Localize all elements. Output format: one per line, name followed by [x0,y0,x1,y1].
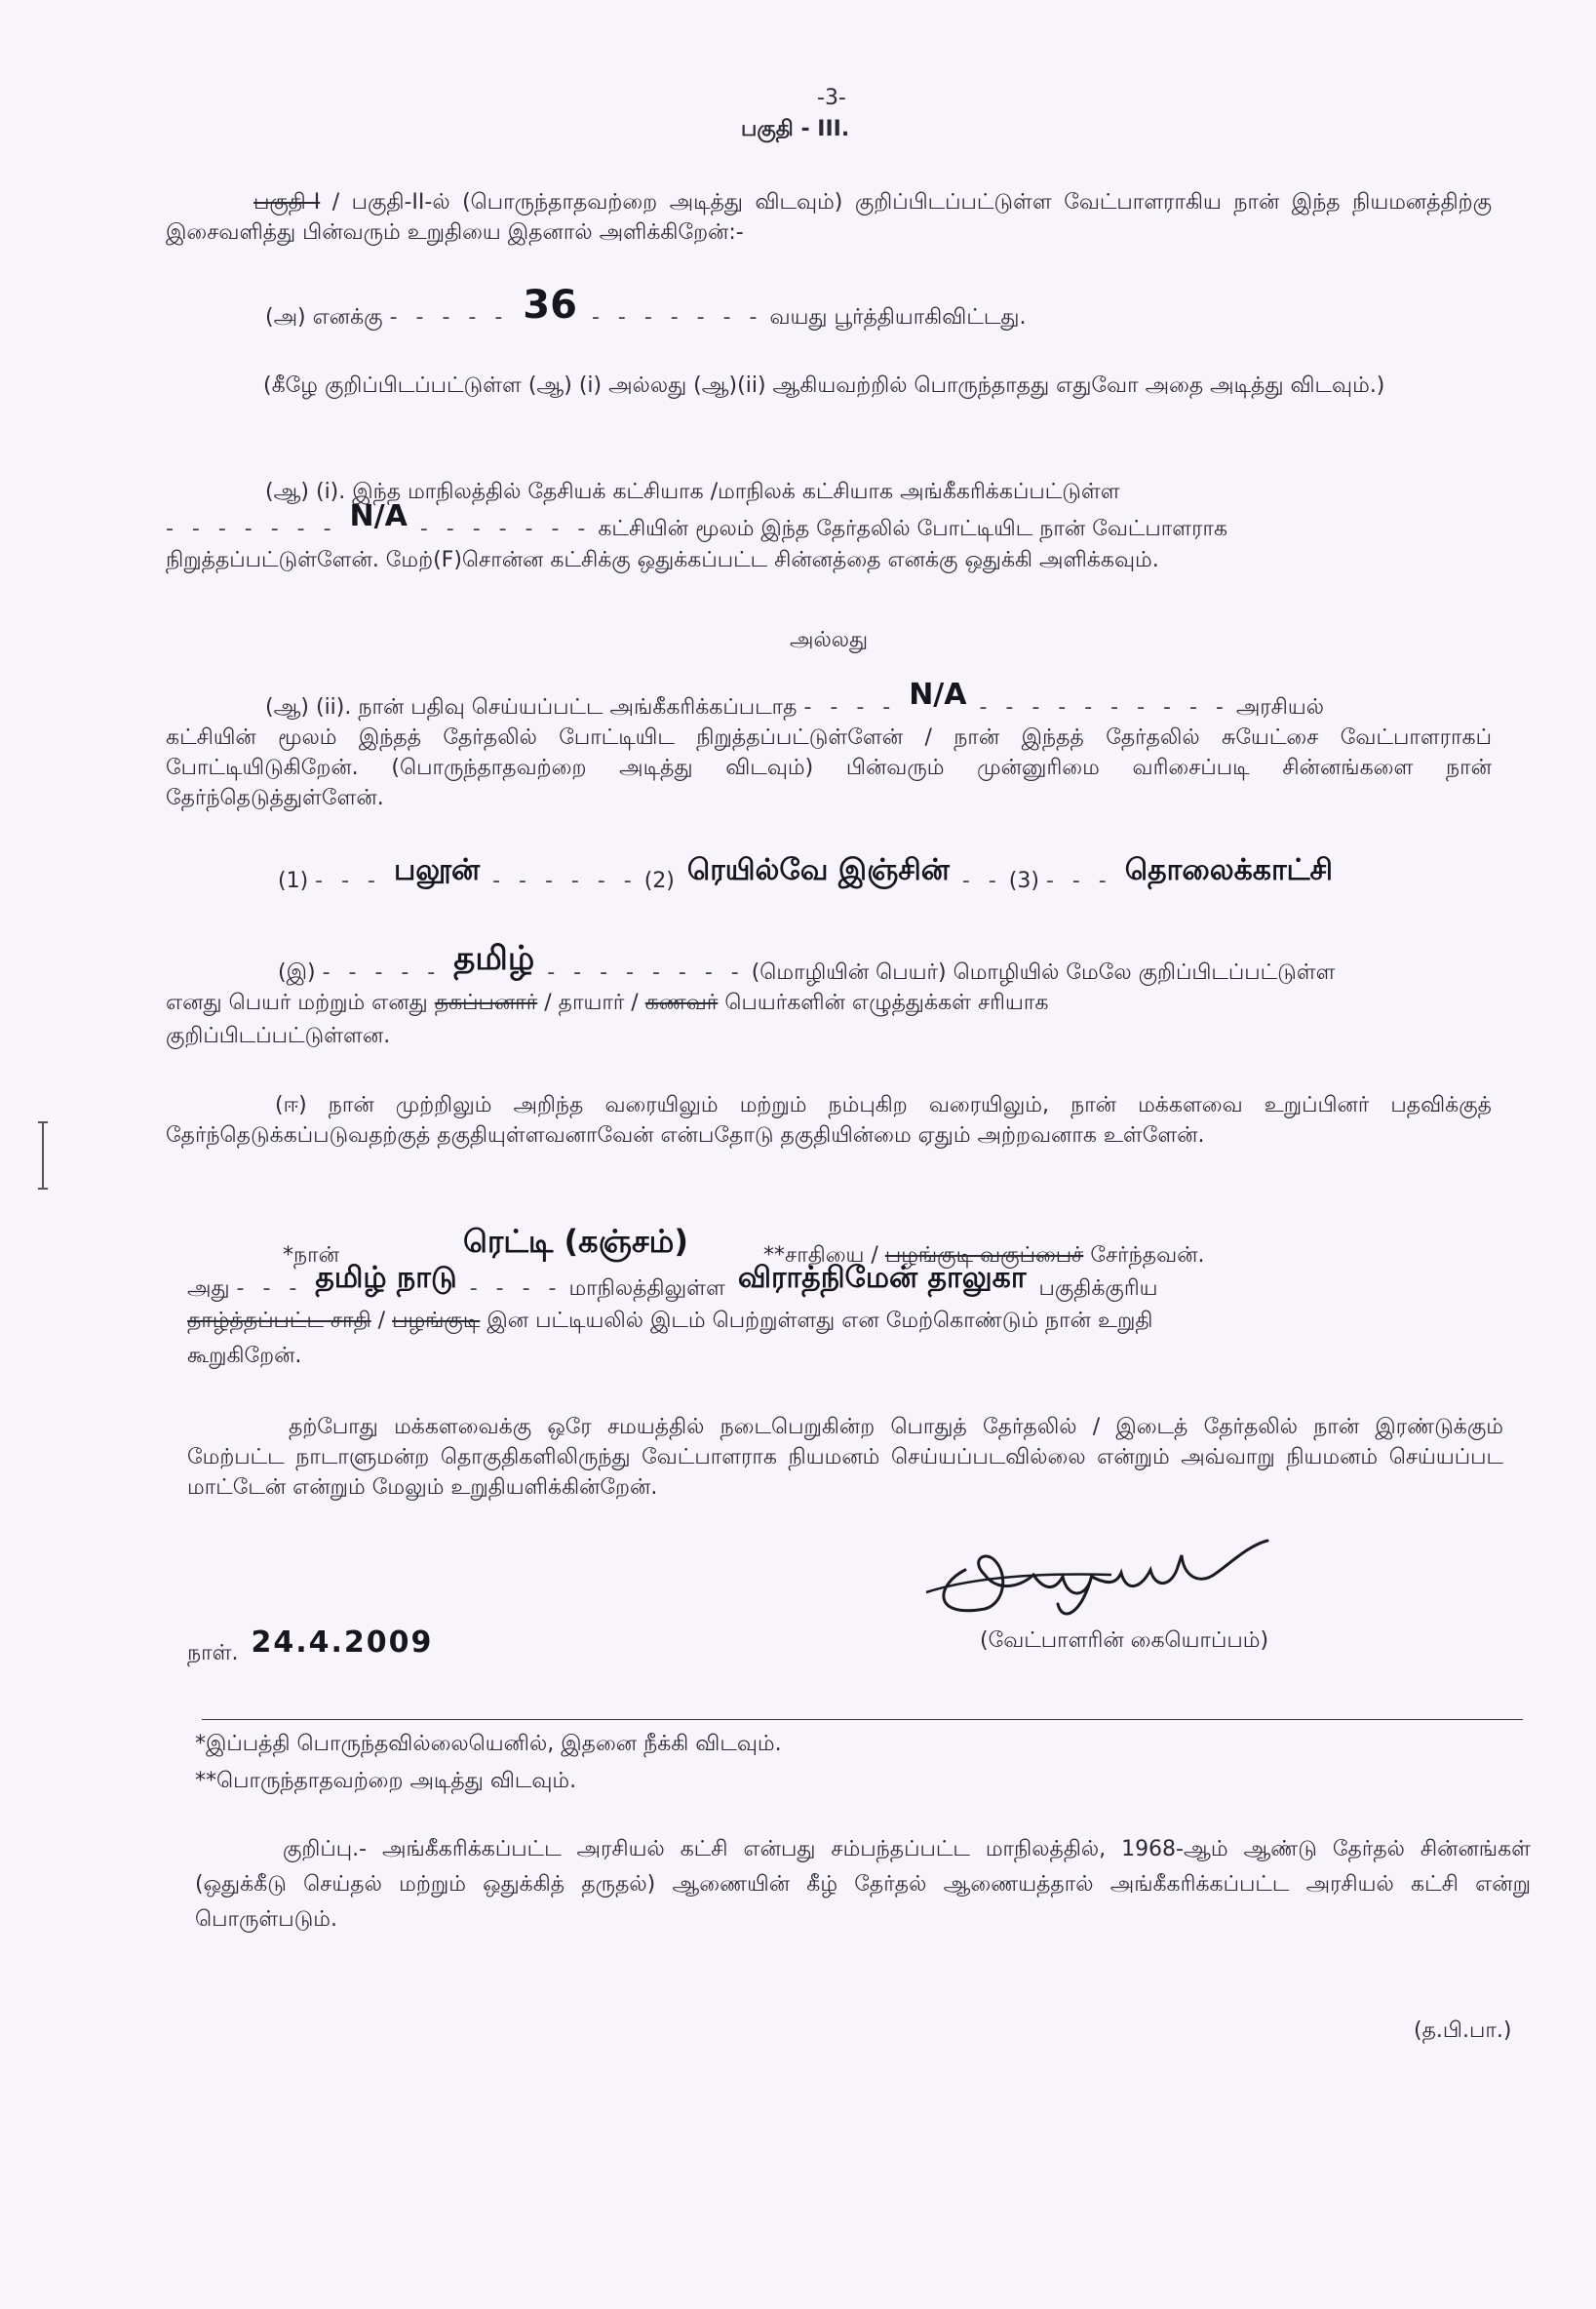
language-suffix: (மொழியின் பெயர்) மொழியில் மேலே குறிப்பிடப்பட்டுள்ள [751,960,1336,985]
state-value: தமிழ் நாடு [315,1261,457,1295]
or-label: அல்லது [790,628,869,652]
clause-a-ii-end: அரசியல் [1235,695,1324,720]
area-value: விராத்நிமேன் தாலுகா [737,1261,1027,1295]
caste-text-e: இன பட்டியலில் இடம் பெற்றுள்ளது என மேற்கொண்டும் நான் உறுதி [487,1309,1153,1333]
clause-a-i-line3: நிறுத்தப்பட்டுள்ளேன். மேற்(F)சொன்ன கட்சிக்கு ஒதுக்கப்பட்ட சின்னத்தை எனக்கு ஒதுக்கி அளிக்கவும். [166,548,1159,572]
symbols-line: (1) - - - பலூன் - - - - - - (2) ரெயில்வே இஞ்சின் - - (3) - - - தொலைக்காட்சி [278,853,1334,893]
date-label: நாள். [187,1641,239,1665]
strike-instruction: (கீழே குறிப்பிடப்பட்டுள்ள (ஆ) (i) அல்லது (ஆ)(ii) ஆகியவற்றில் பொருந்தாதது எதுவோ அதை அடித்து விடவும்.) [263,373,1385,398]
signature-label: (வேட்பாளரின் கையொப்பம்) [980,1628,1269,1653]
footnote-1: *இப்பத்தி பொருந்தவில்லையெனில், இதனை நீக்கி விடவும். [195,1732,782,1756]
date-value: 24.4.2009 [251,1625,434,1660]
language-line3: குறிப்பிடப்பட்டுள்ளன. [166,1024,391,1048]
struck-part-one: பகுதி-I [253,190,321,215]
language-prefix: (இ) [278,960,316,985]
language-text-a: எனது பெயர் மற்றும் எனது [166,991,428,1015]
symbol-1-label: (1) [278,869,309,893]
declaration: தற்போது மக்களவைக்கு ஒரே சமயத்தில் நடைபெறுகின்ற பொதுத் தேர்தலில் / இடைத் தேர்தலில் நான் இரண்டுக்கும் மேற்பட்ட நாடாளுமன்ற தொகுதிகளிலிருந்து வேட்பாளராக நியமனம் செய்யப்படவில்லை என்றும் அவ்வாறு நியமனம் செய்யப்பட மாட்டேன் என்றும் மேலும் உறுதியளிக்கின்றேன். [187,1415,1503,1500]
caste-line4: கூறுகிறேன். [187,1344,302,1368]
caste-prefix: *நான் [283,1243,339,1268]
page-number: -3- [817,86,846,110]
symbol-3-value: தொலைக்காட்சி [1124,853,1334,887]
intro-text: / பகுதி-II-ல் (பொருந்தாதவற்றை அடித்து விடவும்) குறிப்பிடப்பட்டுள்ள வேட்பாளராகிய நான் இந்த நியமனத்திற்கு இசைவளித்து பின்வரும் உறுதியை இதனால் அளிக்கிறேன்:- [166,190,1493,245]
unrecognised-party-value: N/A [909,678,967,712]
intro-paragraph [166,187,1492,248]
symbol-1-value: பலூன் [393,853,481,887]
struck-scheduled-caste: தாழ்த்தப்பட்ட சாதி [187,1309,371,1333]
party-value: N/A [349,499,408,533]
caste-text-a: அது [187,1276,230,1301]
symbol-3-label: (3) [1008,869,1039,893]
date-line [187,1625,434,1668]
caste-value: ரெட்டி (கஞ்சம்) [462,1223,689,1260]
age-suffix: வயது பூர்த்தியாகிவிட்டது. [769,305,1027,330]
language-value: தமிழ் [453,939,535,978]
clause-a-i-line2: - - - - - - - N/A - - - - - - - கட்சியின் மூலம் இந்த தேர்தலில் போட்டியிட நான் வேட்பாளராக [166,499,1228,541]
struck-father: தகப்பனார் [434,991,538,1015]
clause-a-ii-line1: (ஆ) (ii). நான் பதிவு செய்யப்பட்ட அங்கீகரிக்கப்படாத - - - - N/A - - - - - - - - - - அரசியல் [265,678,1324,720]
footnote-rule [202,1719,1523,1720]
symbol-2-value: ரெயில்வே இஞ்சின் [686,853,950,887]
caste-text-d: / [377,1309,386,1333]
struck-tribe-2: பழங்குடி [392,1309,481,1333]
caste-mid: **சாதியை / [763,1243,878,1268]
struck-husband: கணவர் [644,991,719,1015]
footnote-2: **பொருந்தாதவற்றை அடித்து விடவும். [195,1769,577,1793]
clause-e: (ஈ) நான் முற்றிலும் அறிந்த வரையிலும் மற்றும் நம்புகிற வரையிலும், நான் மக்களவை உறுப்பினர் பதவிக்குத் தேர்ந்தெடுக்கப்படுவதற்குத் தகுதியுள்ளவனாவேன் என்பதோடு தகுதியின்மை ஏதும் அற்றவனாக உள்ளேன். [166,1093,1492,1148]
language-text-c: பெயர்களின் எழுத்துக்கள் சரியாக [724,991,1049,1015]
age-value: 36 [523,283,577,328]
signature [916,1516,1326,1633]
caste-line2: அது - - - தமிழ் நாடு - - - - மாநிலத்திலுள்ள விராத்நிமேன் தாலுகா பகுதிக்குரிய [187,1261,1158,1301]
caste-line3 [187,1307,1152,1336]
language-line1: (இ) - - - - - தமிழ் - - - - - - - - (மொழியின் பெயர்) மொழியில் மேலே குறிப்பிடப்பட்டுள்ள [278,939,1336,985]
age-prefix: (அ) எனக்கு [265,305,383,330]
remark: குறிப்பு.- அங்கீகரிக்கப்பட்ட அரசியல் கட்சி என்பது சம்பந்தப்பட்ட மாநிலத்தில், 1968-ஆம் ஆண்டு தேர்தல் சின்னங்கள் (ஒதுக்கீடு செய்தல் மற்றும் ஒதுக்கித் தருதல்) ஆணையின் கீழ் தேர்தல் ஆணையத்தால் அங்கீகரிக்கப்பட்ட அரசியல் கட்சி என்று பொருள்படும். [195,1837,1531,1932]
turn-over: (த.பி.பா.) [1414,2018,1512,2043]
language-line2 [166,989,1048,1018]
binder-mark [42,1121,48,1190]
part-title: பகுதி - III. [741,117,850,141]
caste-suffix: சேர்ந்தவன். [1090,1243,1205,1268]
age-line: (அ) எனக்கு - - - - - 36 - - - - - - - வயது பூர்த்தியாகிவிட்டது. [265,283,1027,330]
clause-a-i-text: கட்சியின் மூலம் இந்த தேர்தலில் போட்டியிட நான் வேட்பாளராக [598,517,1228,541]
clause-a-ii-rest: கட்சியின் மூலம் இந்தத் தேர்தலில் போட்டியிட நிறுத்தப்பட்டுள்ளேன் / நான் இந்தத் தேர்தலில் சுயேட்சை வேட்பாளராகப் போட்டியிடுகிறேன். (பொருந்தாதவற்றை அடித்து விடவும்) பின்வரும் முன்னுரிமை வரிசைப்படி சின்னங்களை நான் தேர்ந்தெடுத்துள்ளேன். [166,725,1492,810]
symbol-2-label: (2) [643,869,675,893]
clause-a-ii-text: (ஆ) (ii). நான் பதிவு செய்யப்பட்ட அங்கீகரிக்கப்படாத [265,695,798,720]
clause-a-i-line1: (ஆ) (i). இந்த மாநிலத்தில் தேசியக் கட்சியாக /மாநிலக் கட்சியாக அங்கீகரிக்கப்பட்டுள்ள [265,480,1120,504]
language-text-b: / தாயார் / [544,991,639,1015]
caste-text-c: பகுதிக்குரிய [1038,1276,1158,1301]
caste-text-b: மாநிலத்திலுள்ள [568,1276,725,1301]
struck-tribe: பழங்குடி வகுப்பைச் [884,1243,1084,1268]
